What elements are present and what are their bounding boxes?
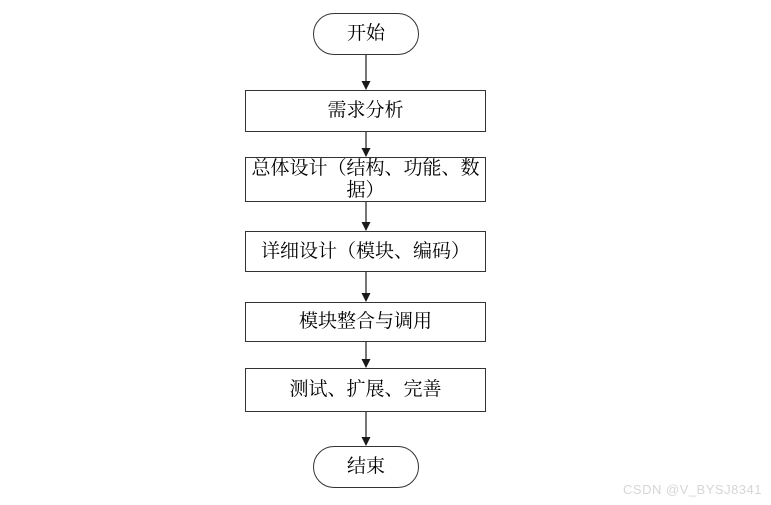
flow-node-module-integration	[245, 302, 486, 342]
flow-node-overall-design-label: 总体设计（结构、功能、数据）	[251, 157, 480, 201]
flow-node-start	[313, 13, 419, 55]
flow-node-end-label: 结束	[346, 456, 385, 477]
flow-node-requirements-label: 需求分析	[327, 100, 404, 121]
flow-node-detailed-design-label: 详细设计（模块、编码）	[260, 240, 470, 262]
flow-node-end	[313, 446, 419, 488]
flow-node-testing-label: 测试、扩展、完善	[289, 379, 442, 400]
flow-node-overall-design	[245, 157, 486, 202]
flow-node-requirements	[245, 90, 486, 132]
flow-node-detailed-design	[245, 231, 486, 272]
flow-node-module-integration-label: 模块整合与调用	[298, 311, 432, 332]
flow-node-testing	[245, 368, 486, 412]
csdn-watermark: CSDN @V_BYSJ8341	[623, 482, 762, 497]
flow-node-start-label: 开始	[346, 23, 385, 44]
